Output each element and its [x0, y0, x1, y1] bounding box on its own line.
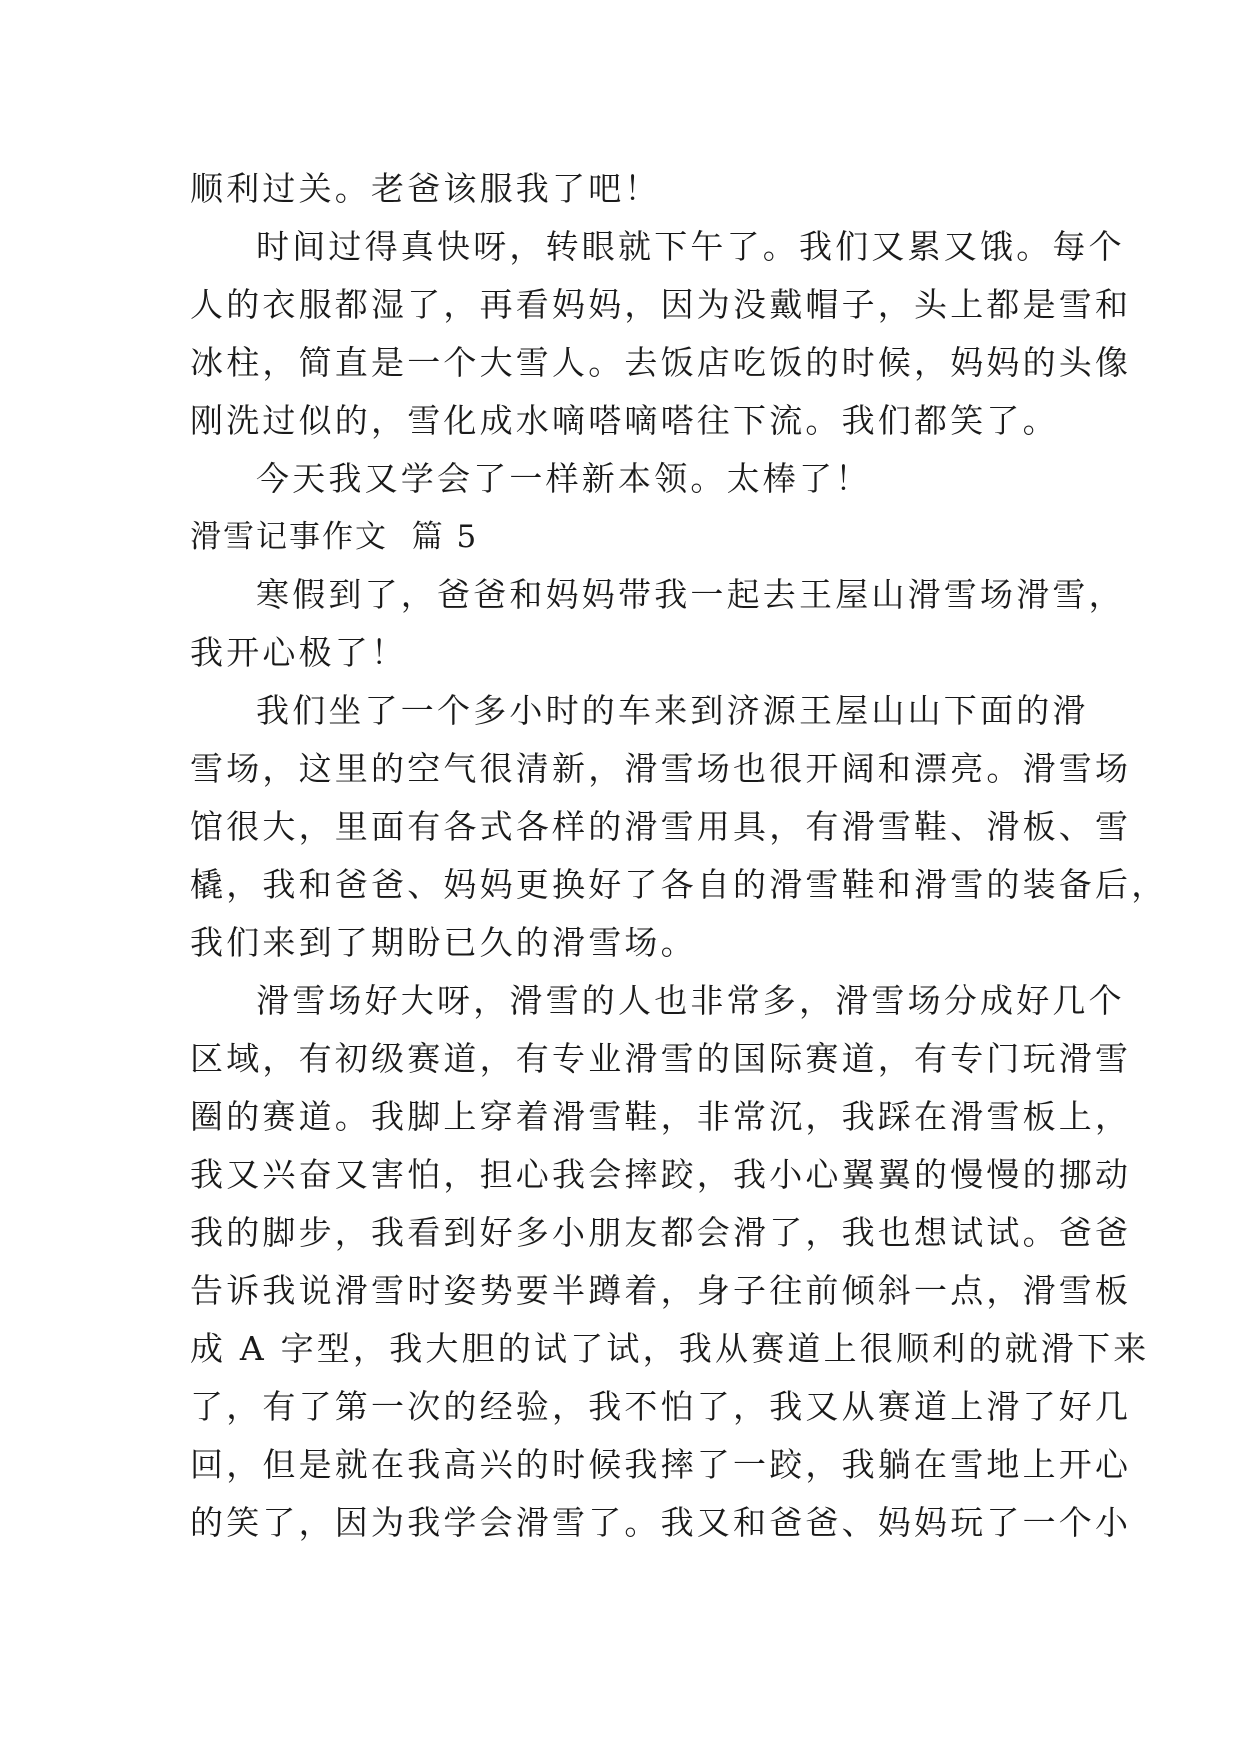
text-line: 寒假到了，爸爸和妈妈带我一起去王屋山滑雪场滑雪，: [256, 575, 1125, 614]
paragraph: [190, 160, 1060, 218]
document-body: [190, 160, 1168, 1552]
text-line: 顺利过关。老爸该服我了吧！: [190, 169, 661, 208]
text-line: 圈的赛道。我脚上穿着滑雪鞋，非常沉，我踩在滑雪板上，: [190, 1097, 1132, 1136]
text-line: 我开心极了！: [190, 633, 408, 672]
paragraph: [190, 218, 1132, 450]
text-line: 我们来到了期盼已久的滑雪场。: [190, 923, 697, 962]
text-line: 我们坐了一个多小时的车来到济源王屋山山下面的滑: [256, 691, 1089, 730]
text-line: 橇，我和爸爸、妈妈更换好了各自的滑雪鞋和滑雪的装备后，: [190, 865, 1168, 904]
text-line: 人的衣服都湿了，再看妈妈，因为没戴帽子，头上都是雪和: [190, 285, 1132, 324]
text-line: 告诉我说滑雪时姿势要半蹲着，身子往前倾斜一点，滑雪板: [190, 1271, 1132, 1310]
text-line: 了，有了第一次的经验，我不怕了，我又从赛道上滑了好几: [190, 1387, 1132, 1426]
text-line: 滑雪场好大呀，滑雪的人也非常多，滑雪场分成好几个: [256, 981, 1125, 1020]
text-line: 今天我又学会了一样新本领。太棒了！: [256, 459, 872, 498]
paragraph: [190, 682, 1168, 972]
text-line: 刚洗过似的，雪化成水嘀嗒嘀嗒往下流。我们都笑了。: [190, 401, 1059, 440]
text-line: 我的脚步，我看到好多小朋友都会滑了，我也想试试。爸爸: [190, 1213, 1132, 1252]
text-line: 馆很大，里面有各式各样的滑雪用具，有滑雪鞋、滑板、雪: [190, 807, 1132, 846]
text-line: 时间过得真快呀，转眼就下午了。我们又累又饿。每个: [256, 227, 1125, 266]
paragraph: [190, 566, 1125, 682]
text-line: 冰柱，简直是一个大雪人。去饭店吃饭的时候，妈妈的头像: [190, 343, 1132, 382]
section-heading: 滑雪记事作文 篇 5: [190, 519, 479, 555]
paragraph: [190, 450, 1060, 508]
text-line: 我又兴奋又害怕，担心我会摔跤，我小心翼翼的慢慢的挪动: [190, 1155, 1132, 1194]
paragraph: [190, 972, 1150, 1552]
text-line: 雪场，这里的空气很清新，滑雪场也很开阔和漂亮。滑雪场: [190, 749, 1132, 788]
text-line: 区域，有初级赛道，有专业滑雪的国际赛道，有专门玩滑雪: [190, 1039, 1132, 1078]
text-line: 回，但是就在我高兴的时候我摔了一跤，我躺在雪地上开心: [190, 1445, 1132, 1484]
text-line: 成 A 字型，我大胆的试了试，我从赛道上很顺利的就滑下来: [190, 1329, 1150, 1368]
text-line: 的笑了，因为我学会滑雪了。我又和爸爸、妈妈玩了一个小: [190, 1503, 1132, 1542]
